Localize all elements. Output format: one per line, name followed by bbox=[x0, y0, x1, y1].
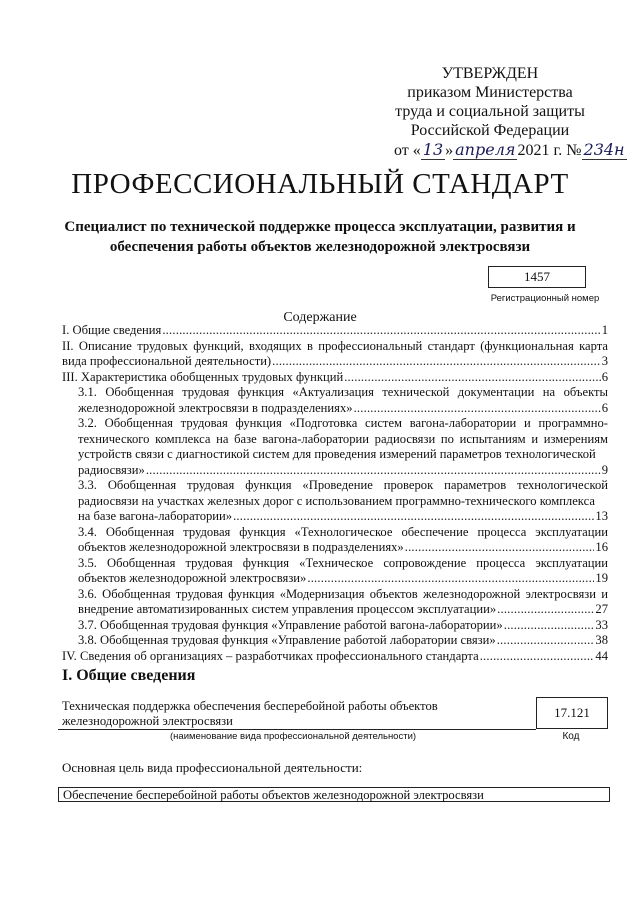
toc-item-text: объектов железнодорожной электросвязи в подразделениях» bbox=[78, 540, 404, 554]
approval-block bbox=[380, 64, 625, 160]
toc-item-text: внедрение автоматизированных систем управления процессом эксплуатации» bbox=[78, 602, 497, 616]
approval-line-2: приказом Министерства bbox=[407, 84, 573, 101]
activity-kind-name: Техническая поддержка обеспечения бесперебойной работы объектов железнодорожной электросвязи bbox=[62, 699, 438, 728]
toc-item-text: 3.2. Обобщенная трудовая функция «Подготовка систем вагона-лаборатории и программно-технического комплекса на базе вагона-лаборатории радиосвязи по испытаниям и измерениям устройств связи с диагностикой систем для проведения измерений параметров технологической bbox=[78, 416, 608, 461]
activity-code-box: 17.121 bbox=[536, 697, 608, 729]
toc-item-page: 1 bbox=[601, 323, 608, 337]
toc-item[interactable] bbox=[62, 587, 608, 618]
toc-item[interactable] bbox=[62, 478, 608, 525]
toc-item[interactable] bbox=[62, 385, 608, 416]
approval-line-4: Российской Федерации bbox=[410, 122, 570, 139]
toc-item[interactable] bbox=[62, 649, 608, 665]
toc-item-text: 3.4. Обобщенная трудовая функция «Технологическое обеспечение процесса эксплуатации bbox=[78, 524, 608, 539]
toc-item-text: на базе вагона-лаборатории» bbox=[78, 509, 233, 523]
standard-subtitle: Специалист по технической поддержке процесса эксплуатации, развития и обеспечения работы объектов железнодорожной электросвязи bbox=[64, 219, 576, 255]
registration-number-label: Регистрационный номер bbox=[490, 293, 600, 304]
toc-item-text: 3.8. Обобщенная трудовая функция «Управление работой лаборатории связи» bbox=[78, 633, 496, 647]
toc-item-text: IV. Сведения об организациях – разработчиках профессионального стандарта bbox=[62, 648, 479, 663]
toc-item-text: I. Общие сведения bbox=[62, 323, 162, 337]
activity-code-label: Код bbox=[562, 731, 580, 742]
toc-item-text: 3.5. Обобщенная трудовая функция «Техническое сопровождение процесса эксплуатации bbox=[78, 555, 608, 570]
toc-item-page: 13 bbox=[595, 509, 608, 523]
activity-kind-underline bbox=[58, 729, 536, 730]
order-year: 2021 г. № bbox=[517, 142, 582, 159]
toc-item-text: радиосвязи» bbox=[78, 462, 145, 477]
toc-item-page: 27 bbox=[595, 602, 608, 616]
toc-item-text: 3.7. Обобщенная трудовая функция «Управление работой вагона-лаборатории» bbox=[78, 617, 503, 632]
toc-item[interactable] bbox=[62, 339, 608, 370]
toc-item-text: 3.1. Обобщенная трудовая функция «Актуализация технической документации на объекты bbox=[78, 385, 608, 399]
toc-item-page: 44 bbox=[595, 648, 608, 663]
registration-number-box: 1457 bbox=[488, 266, 586, 288]
toc-item-page: 38 bbox=[595, 633, 608, 647]
toc-item-text: железнодорожной электросвязи в подразделениях» bbox=[78, 400, 353, 415]
toc-item[interactable] bbox=[62, 416, 608, 478]
page-title: ПРОФЕССИОНАЛЬНЫЙ СТАНДАРТ bbox=[71, 168, 569, 200]
toc-item[interactable] bbox=[62, 618, 608, 634]
order-prefix: от « bbox=[394, 142, 421, 159]
toc-item-text: III. Характеристика обобщенных трудовых функций bbox=[62, 369, 344, 384]
toc-item-page: 9 bbox=[601, 462, 608, 477]
goal-text-box: Обеспечение бесперебойной работы объектов железнодорожной электросвязи bbox=[58, 787, 610, 802]
toc-item[interactable] bbox=[62, 370, 608, 386]
toc-item-text: вида профессиональной деятельности) bbox=[62, 354, 272, 368]
order-line bbox=[380, 140, 625, 160]
section-heading: I. Общие сведения bbox=[62, 667, 196, 684]
approval-line-3: труда и социальной защиты bbox=[395, 103, 585, 120]
toc-item-text: объектов железнодорожной электросвязи» bbox=[78, 571, 307, 585]
toc-item[interactable] bbox=[62, 525, 608, 556]
toc-item[interactable] bbox=[62, 556, 608, 587]
order-day: 13 bbox=[422, 140, 444, 159]
toc-item-page: 16 bbox=[595, 540, 608, 554]
toc-item-text: 3.6. Обобщенная трудовая функция «Модернизация объектов железнодорожной электросвязи и bbox=[78, 586, 608, 601]
toc-item-page: 3 bbox=[601, 354, 608, 368]
toc-item[interactable] bbox=[62, 633, 608, 649]
order-number: 234н bbox=[583, 140, 625, 159]
toc-item-text: II. Описание трудовых функций, входящих в профессиональный стандарт (функциональная карта bbox=[62, 338, 608, 353]
order-month: апреля bbox=[455, 140, 516, 159]
activity-kind-caption: (наименование вида профессиональной деятельности) bbox=[170, 731, 417, 742]
toc-item-text: 3.3. Обобщенная трудовая функция «Проведение проверок параметров технологической радиосвязи на участках железных дорог с использованием программно-технического комплекса bbox=[78, 478, 608, 508]
goal-label: Основная цель вида профессиональной деятельности: bbox=[62, 760, 363, 775]
toc-item-page: 6 bbox=[601, 369, 608, 384]
toc-item-page: 19 bbox=[595, 571, 608, 585]
order-mid: » bbox=[445, 142, 454, 159]
toc-item-page: 6 bbox=[601, 400, 608, 415]
approval-line-1: УТВЕРЖДЕН bbox=[441, 65, 539, 82]
toc-item-page: 33 bbox=[595, 617, 608, 632]
table-of-contents bbox=[62, 323, 608, 664]
toc-heading: Содержание bbox=[283, 310, 357, 325]
toc-item[interactable] bbox=[62, 323, 608, 339]
